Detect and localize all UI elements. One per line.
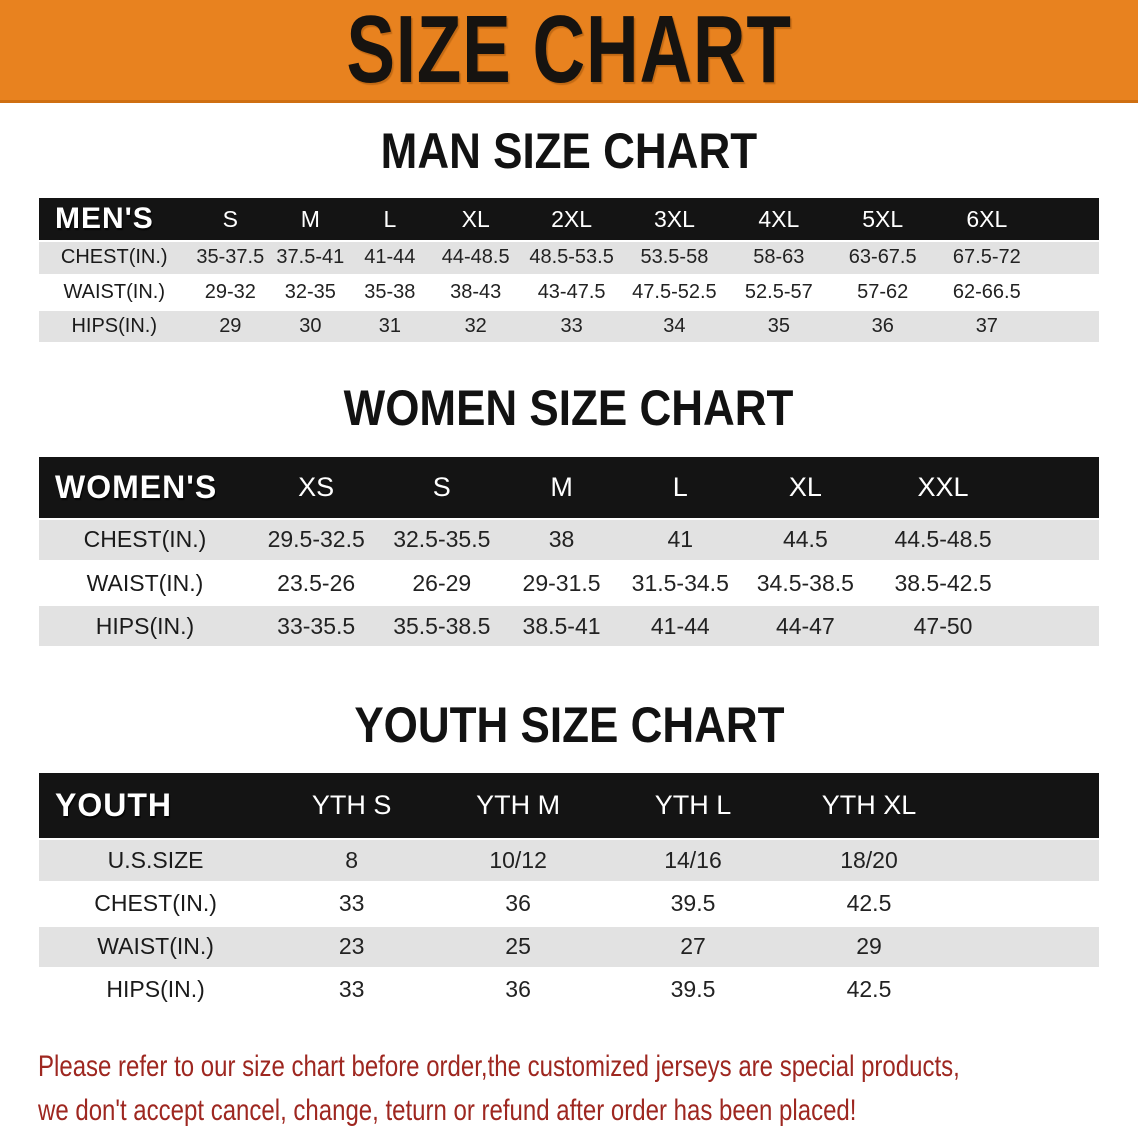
measurement-value-cell: 41-44 bbox=[650, 612, 710, 639]
measurement-value-cell: 27 bbox=[680, 933, 706, 959]
measurement-value-cell: 62-66.5 bbox=[952, 280, 1021, 303]
measurement-value-cell: 8 bbox=[345, 846, 359, 873]
measurement-row bbox=[39, 839, 1099, 882]
measurement-value-cell: 38.5-41 bbox=[522, 612, 601, 639]
measurement-value-cell: 29-32 bbox=[204, 280, 256, 303]
measurement-value-cell: 44-48.5 bbox=[441, 246, 510, 269]
measurement-value-cell: 43-47.5 bbox=[537, 280, 606, 303]
measurement-value-cell: 58-63 bbox=[753, 246, 805, 269]
size-column-header: M bbox=[550, 471, 573, 502]
women-size-table bbox=[39, 457, 1099, 650]
youth-section-heading bbox=[0, 697, 1138, 753]
size-column-header: L bbox=[383, 205, 397, 232]
measurement-value-cell: 38 bbox=[548, 526, 575, 553]
measurement-value-cell: 36 bbox=[505, 976, 531, 1002]
measurement-value-cell: 42.5 bbox=[846, 890, 892, 916]
man-section-heading-text: MAN SIZE CHART bbox=[380, 123, 758, 179]
measurement-value-cell: 33 bbox=[560, 314, 583, 337]
measurement-row-label: CHEST(IN.) bbox=[83, 526, 207, 553]
size-table-header-row bbox=[39, 773, 1099, 839]
measurement-value-cell: 44.5 bbox=[782, 526, 828, 553]
measurement-value-cell: 67.5-72 bbox=[952, 246, 1021, 269]
measurement-value-cell: 31.5-34.5 bbox=[631, 569, 729, 596]
measurement-row bbox=[39, 241, 1099, 275]
measurement-row-label: CHEST(IN.) bbox=[94, 890, 217, 916]
measurement-row bbox=[39, 309, 1099, 343]
measurement-value-cell: 38.5-42.5 bbox=[894, 569, 992, 596]
measurement-row-label: HIPS(IN.) bbox=[106, 976, 205, 1002]
measurement-value-cell: 53.5-58 bbox=[640, 246, 709, 269]
measurement-value-cell: 35-37.5 bbox=[196, 246, 265, 269]
youth-size-table bbox=[39, 773, 1099, 1013]
measurement-row bbox=[39, 519, 1099, 562]
size-column-header: YTH L bbox=[654, 790, 732, 820]
measurement-value-cell: 25 bbox=[505, 933, 531, 959]
size-column-header: XL bbox=[788, 471, 822, 502]
size-column-header: YTH S bbox=[311, 790, 392, 820]
size-column-header: XL bbox=[461, 205, 490, 232]
measurement-value-cell: 14/16 bbox=[664, 846, 722, 873]
disclaimer-line-2: we don't accept cancel, change, teturn or refund after order has been placed! bbox=[38, 1093, 857, 1127]
measurement-value-cell: 48.5-53.5 bbox=[529, 246, 614, 269]
measurement-value-cell: 33-35.5 bbox=[277, 612, 356, 639]
measurement-row bbox=[39, 882, 1099, 925]
women-section-heading bbox=[0, 379, 1138, 436]
measurement-value-cell: 32.5-35.5 bbox=[393, 526, 491, 553]
measurement-value-cell: 41 bbox=[667, 526, 694, 553]
size-chart-banner bbox=[0, 0, 1138, 103]
size-column-header: L bbox=[672, 471, 688, 502]
measurement-value-cell: 29.5-32.5 bbox=[267, 526, 365, 553]
youth-section-heading-text: YOUTH SIZE CHART bbox=[353, 697, 785, 753]
size-table-header-row bbox=[39, 457, 1099, 519]
size-table-header-row bbox=[39, 198, 1099, 241]
size-column-header: 2XL bbox=[551, 205, 593, 232]
women-size-section bbox=[0, 345, 1138, 650]
measurement-value-cell: 26-29 bbox=[412, 569, 472, 596]
measurement-row-label: HIPS(IN.) bbox=[95, 612, 195, 639]
table-title-cell: MEN'S bbox=[55, 202, 154, 235]
man-section-heading bbox=[0, 123, 1138, 179]
man-size-section bbox=[0, 103, 1138, 345]
measurement-row-label: CHEST(IN.) bbox=[60, 246, 168, 269]
size-column-header: M bbox=[300, 205, 320, 232]
youth-size-section bbox=[0, 649, 1138, 1013]
size-column-header: YTH M bbox=[476, 790, 561, 820]
size-column-header: XXL bbox=[917, 471, 969, 502]
size-chart-content bbox=[0, 103, 1138, 1132]
measurement-value-cell: 29 bbox=[219, 314, 242, 337]
measurement-value-cell: 38-43 bbox=[450, 280, 502, 303]
measurement-value-cell: 30 bbox=[299, 314, 322, 337]
measurement-value-cell: 37.5-41 bbox=[276, 246, 345, 269]
size-column-header: 5XL bbox=[862, 205, 904, 232]
women-section-heading-text: WOMEN SIZE CHART bbox=[344, 379, 794, 436]
banner-title: SIZE CHART bbox=[346, 0, 792, 103]
measurement-value-cell: 47.5-52.5 bbox=[632, 280, 717, 303]
measurement-row-label: HIPS(IN.) bbox=[71, 314, 158, 337]
measurement-row bbox=[39, 968, 1099, 1011]
measurement-value-cell: 31 bbox=[378, 314, 401, 337]
measurement-value-cell: 63-67.5 bbox=[848, 246, 917, 269]
measurement-value-cell: 23.5-26 bbox=[277, 569, 356, 596]
table-title-cell: YOUTH bbox=[55, 787, 172, 823]
measurement-row bbox=[39, 605, 1099, 648]
measurement-value-cell: 35.5-38.5 bbox=[393, 612, 491, 639]
measurement-value-cell: 36 bbox=[505, 890, 531, 916]
measurement-value-cell: 32 bbox=[464, 314, 487, 337]
measurement-row-label: WAIST(IN.) bbox=[63, 280, 165, 303]
measurement-value-cell: 35 bbox=[767, 314, 790, 337]
measurement-value-cell: 57-62 bbox=[857, 280, 909, 303]
measurement-row bbox=[39, 562, 1099, 605]
measurement-value-cell: 41-44 bbox=[364, 246, 416, 269]
table-title-cell: WOMEN'S bbox=[55, 468, 218, 505]
measurement-value-cell: 33 bbox=[338, 976, 365, 1002]
disclaimer bbox=[38, 1045, 1138, 1132]
size-column-header: S bbox=[222, 205, 238, 232]
measurement-value-cell: 39.5 bbox=[670, 890, 716, 916]
measurement-value-cell: 44-47 bbox=[775, 612, 835, 639]
measurement-value-cell: 29 bbox=[856, 933, 882, 959]
disclaimer-line-1: Please refer to our size chart before order,the customized jerseys are special products, bbox=[38, 1049, 960, 1083]
size-column-header: 3XL bbox=[653, 205, 695, 232]
measurement-row-label: WAIST(IN.) bbox=[97, 933, 214, 959]
size-column-header: S bbox=[432, 471, 451, 502]
measurement-value-cell: 42.5 bbox=[846, 976, 892, 1002]
measurement-value-cell: 29-31.5 bbox=[522, 569, 601, 596]
measurement-value-cell: 52.5-57 bbox=[744, 280, 813, 303]
size-column-header: YTH XL bbox=[821, 790, 917, 820]
measurement-value-cell: 35-38 bbox=[364, 280, 416, 303]
measurement-value-cell: 18/20 bbox=[840, 846, 898, 873]
measurement-row-label: U.S.SIZE bbox=[107, 846, 204, 873]
measurement-value-cell: 34 bbox=[663, 314, 686, 337]
measurement-value-cell: 32-35 bbox=[284, 280, 336, 303]
measurement-value-cell: 47-50 bbox=[913, 612, 973, 639]
measurement-row-label: WAIST(IN.) bbox=[86, 569, 204, 596]
size-column-header: 4XL bbox=[758, 205, 800, 232]
men-size-table bbox=[39, 198, 1099, 345]
measurement-value-cell: 23 bbox=[338, 933, 365, 959]
measurement-value-cell: 36 bbox=[871, 314, 894, 337]
measurement-value-cell: 33 bbox=[338, 890, 365, 916]
measurement-value-cell: 37 bbox=[975, 314, 998, 337]
measurement-value-cell: 10/12 bbox=[489, 846, 547, 873]
measurement-value-cell: 39.5 bbox=[670, 976, 716, 1002]
measurement-value-cell: 44.5-48.5 bbox=[894, 526, 992, 553]
measurement-row bbox=[39, 925, 1099, 968]
measurement-value-cell: 34.5-38.5 bbox=[756, 569, 854, 596]
size-column-header: XS bbox=[298, 471, 335, 502]
measurement-row bbox=[39, 275, 1099, 309]
size-column-header: 6XL bbox=[966, 205, 1008, 232]
